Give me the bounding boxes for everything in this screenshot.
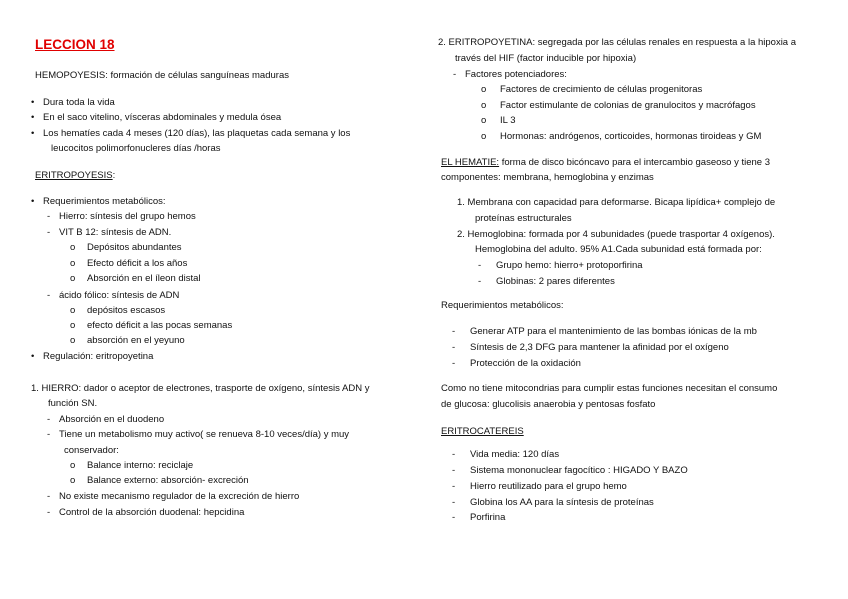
list-item: • Requerimientos metabólicos: [31,196,166,207]
list-item: - ácido fólico: síntesis de ADN [47,290,180,301]
list-item: - Hierro: síntesis del grupo hemos [47,211,196,222]
hemopoyesis-definition: HEMOPOYESIS: formación de células sanguíneas maduras [35,70,289,81]
list-item: o Absorción en el íleon distal [70,273,201,284]
list-item: - Protección de la oxidación [452,358,581,369]
list-item: o efecto déficit a las pocas semanas [70,320,233,331]
eritropoyetina-heading: 2. ERITROPOYETINA: segregada por las células renales en respuesta a la hipoxia a [438,37,797,48]
list-item: o depósitos escasos [70,305,166,316]
list-item: • Regulación: eritropoyetina [31,351,154,362]
list-item: - Síntesis de 2,3 DFG para mantener la afinidad por el oxígeno [452,342,729,353]
list-item: o Balance externo: absorción- excreción [70,475,249,486]
list-item: - Grupo hemo: hierro+ protoporfirina [478,260,643,271]
list-item: - Factores potenciadores: [453,69,567,80]
list-item: o Efecto déficit a los años [70,258,188,269]
req-heading: Requerimientos metabólicos: [441,300,564,311]
list-item: 1. Membrana con capacidad para deformarse. Bicapa lipídica+ complejo de [457,197,776,208]
list-item: o Balance interno: reciclaje [70,460,194,471]
list-item: - Sistema mononuclear fagocítico : HIGADO Y BAZO [452,465,688,476]
list-item: - Globina los AA para la síntesis de proteínas [452,497,654,508]
list-item: - Generar ATP para el mantenimiento de las bombas iónicas de la mb [452,326,757,337]
hematie-paragraph: EL HEMATIE: forma de disco bicóncavo para el intercambio gaseoso y tiene 3 [441,157,770,168]
list-item-continuation: proteínas estructurales [475,213,572,224]
list-item: • Dura toda la vida [31,97,115,108]
hierro-heading: 1. HIERRO: dador o aceptor de electrones, trasporte de oxígeno, síntesis ADN y [31,383,370,394]
list-item: o Depósitos abundantes [70,242,182,253]
list-item: o absorción en el yeyuno [70,335,185,346]
eritropoyetina-continuation: través del HIF (factor inducible por hipoxia) [455,53,637,64]
hierro-heading-continuation: función SN. [48,398,98,409]
list-item-continuation: Hemoglobina del adulto. 95% A1.Cada subunidad está formada por: [475,244,762,255]
list-item: o IL 3 [481,115,516,126]
list-item: - Control de la absorción duodenal: hepcidina [47,507,245,518]
eritropoyesis-heading: ERITROPOYESIS: [35,170,116,181]
list-item: - VIT B 12: síntesis de ADN. [47,227,172,238]
list-item: o Factores de crecimiento de células progenitoras [481,84,703,95]
list-item: o Hormonas: andrógenos, corticoides, hormonas tiroideas y GM [481,131,762,142]
list-item: - No existe mecanismo regulador de la excreción de hierro [47,491,300,502]
list-item-continuation: leucocitos polimorfonucleres días /horas [51,143,221,154]
eritrocatereis-heading: ERITROCATEREIS [441,426,524,437]
list-item: - Hierro reutilizado para el grupo hemo [452,481,627,492]
mitocondrias-paragraph: Como no tiene mitocondrias para cumplir estas funciones necesitan el consumo [441,383,778,394]
list-item-continuation: conservador: [64,445,119,456]
list-item: • Los hematíes cada 4 meses (120 días), las plaquetas cada semana y los [31,128,351,139]
list-item: o Factor estimulante de colonias de granulocitos y macrófagos [481,100,756,111]
list-item: - Vida media: 120 días [452,449,560,460]
list-item: • En el saco vitelino, vísceras abdominales y medula ósea [31,112,282,123]
list-item: - Tiene un metabolismo muy activo( se renueva 8-10 veces/día) y muy [47,429,350,440]
page-title: LECCION 18 [35,37,115,52]
mitocondrias-paragraph-continuation: de glucosa: glucolisis anaerobia y pentosas fosfato [441,399,656,410]
hematie-paragraph-continuation: componentes: membrana, hemoglobina y enzimas [441,172,654,183]
list-item: - Globinas: 2 pares diferentes [478,276,615,287]
list-item: 2. Hemoglobina: formada por 4 subunidades (puede trasportar 4 oxígenos). [457,229,775,240]
list-item: - Absorción en el duodeno [47,414,165,425]
list-item: - Porfirina [452,512,506,523]
